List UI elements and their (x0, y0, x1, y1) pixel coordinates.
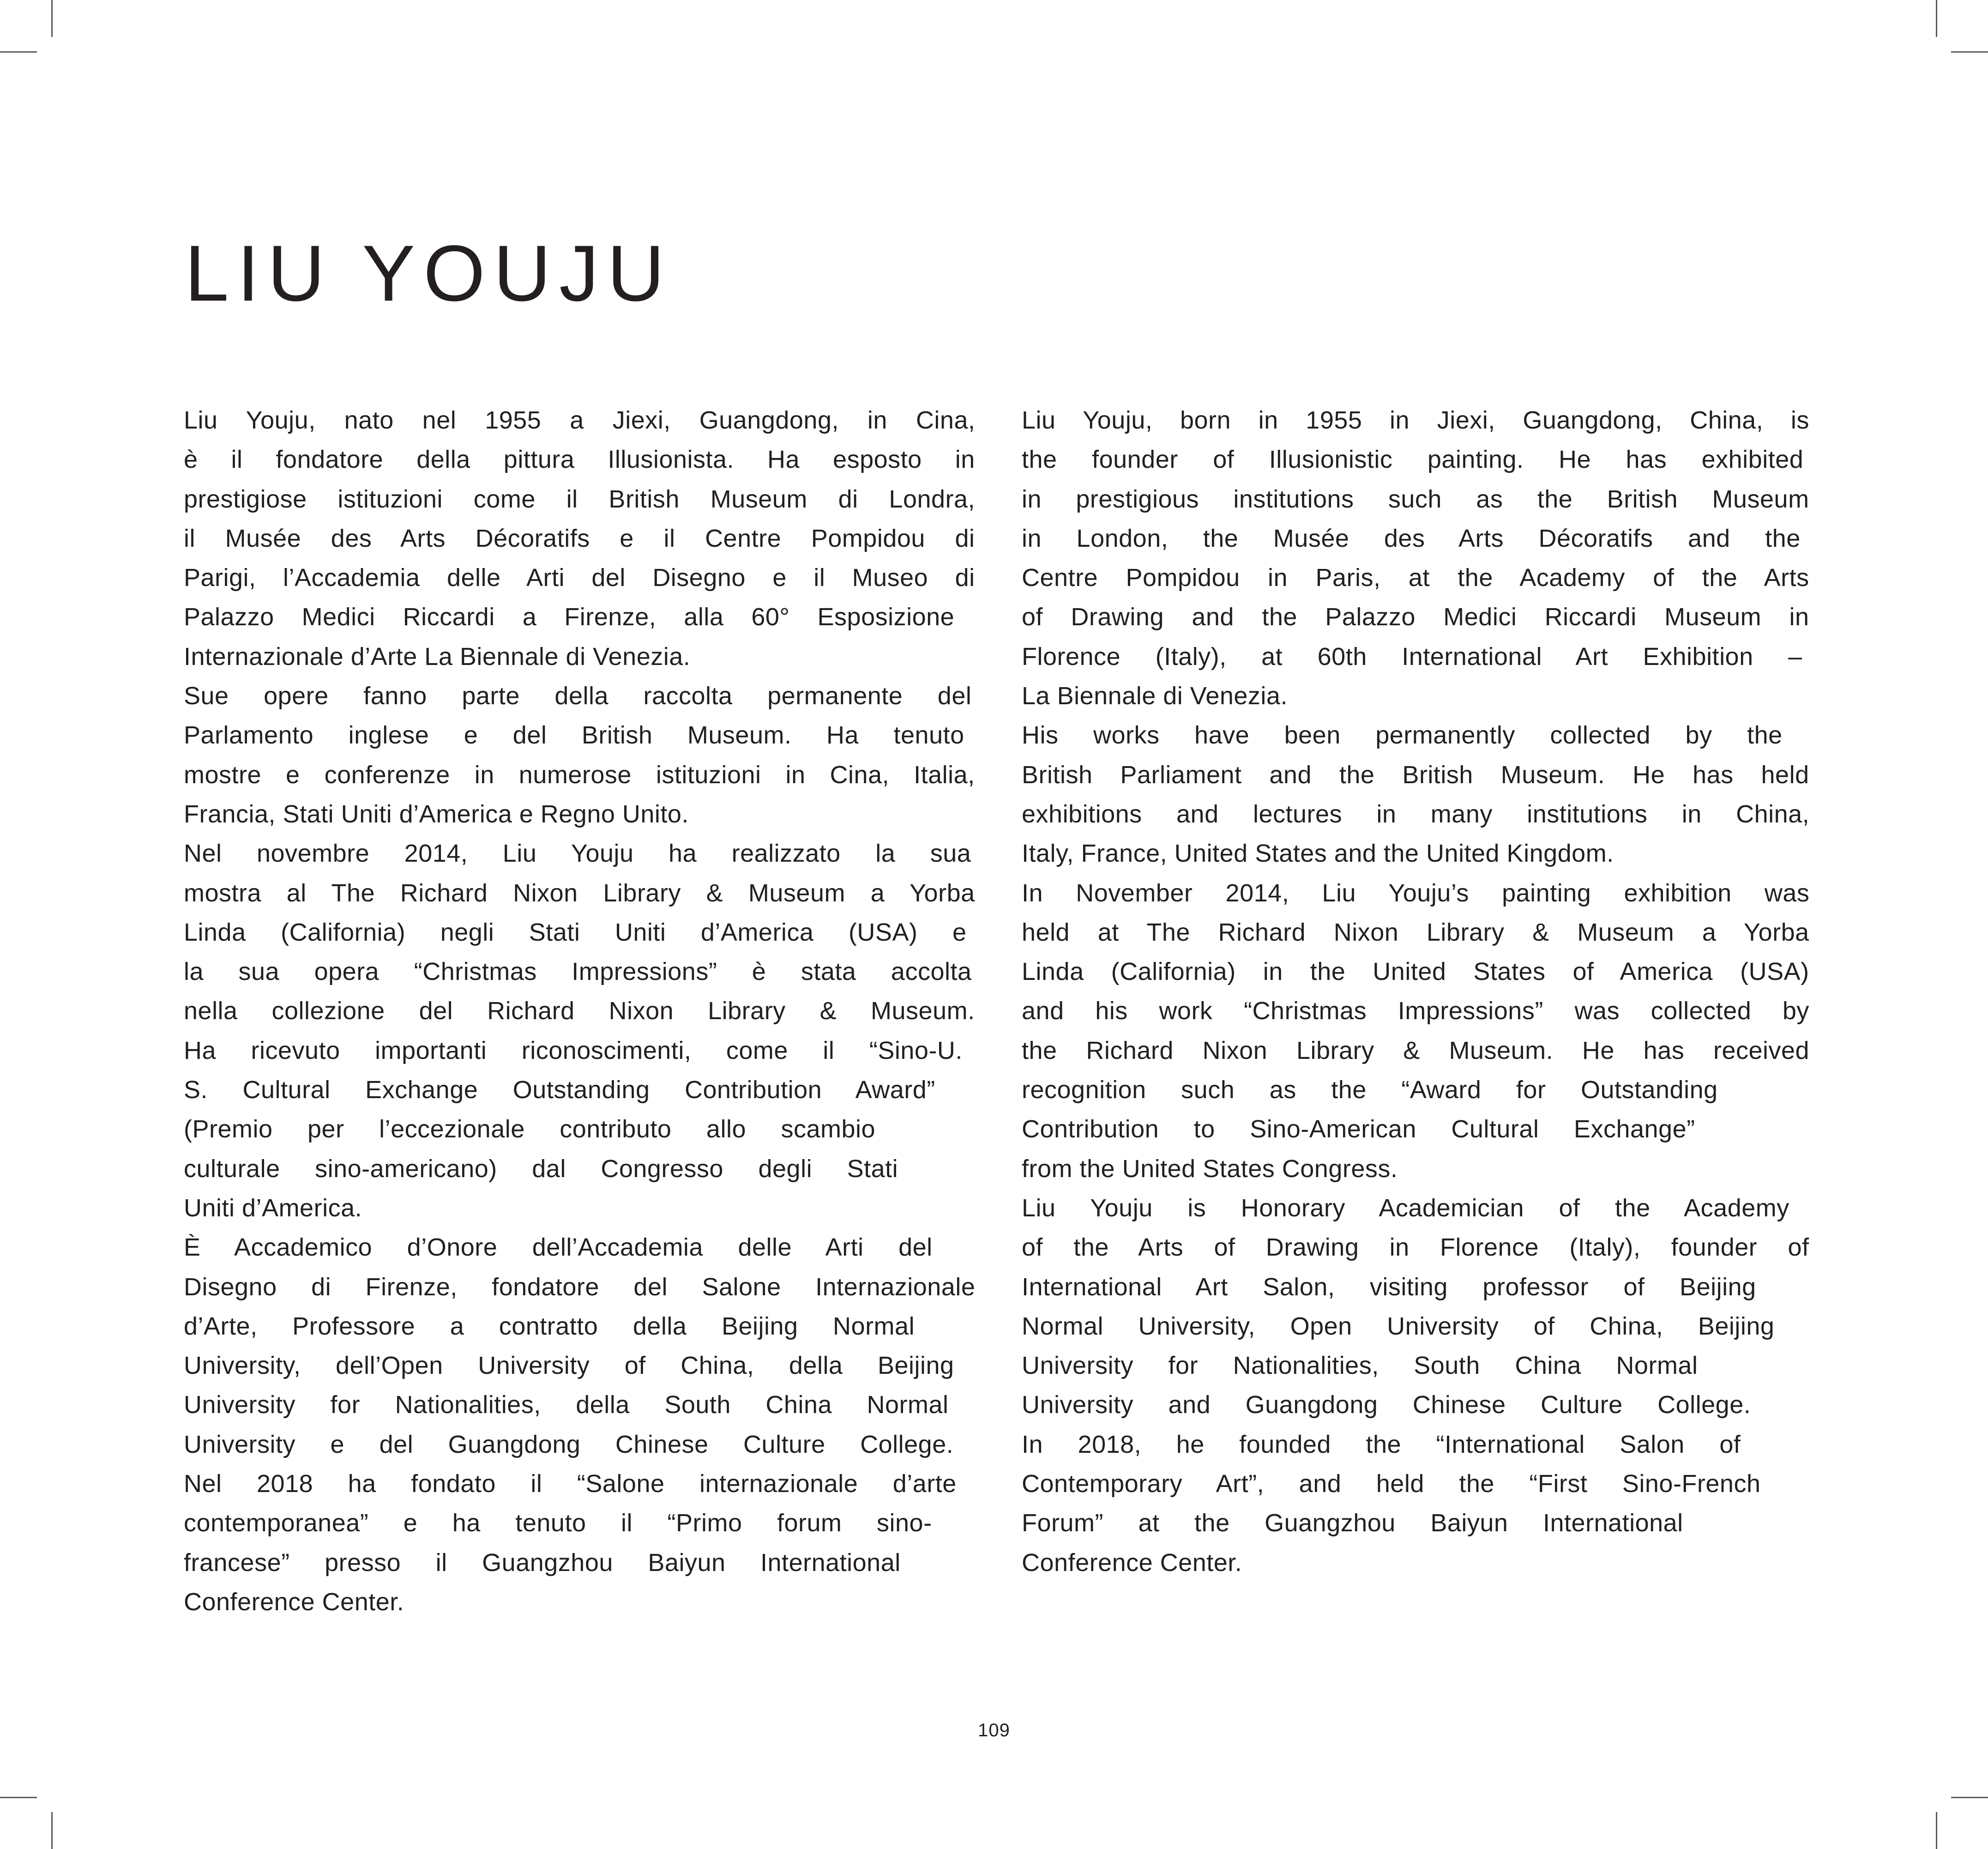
text-line: d’Arte, Professore a contratto della Beijing Normal (184, 1312, 915, 1340)
page-title: LIU YOUJU (185, 229, 673, 318)
text-line: exhibitions and lectures in many institutions in China, (1022, 800, 1809, 828)
text-line: In November 2014, Liu Youju’s painting exhibition was (1022, 879, 1809, 907)
text-line: Francia, Stati Uniti d’America e Regno Unito. (184, 800, 689, 828)
text-line: È Accademico d’Onore dell’Accademia delle Arti del (184, 1233, 933, 1262)
text-line: the Richard Nixon Library & Museum. He has received (1022, 1036, 1809, 1064)
text-line: il Musée des Arts Décoratifs e il Centre Pompidou di (184, 524, 975, 552)
text-line: Nel 2018 ha fondato il “Salone internazionale d’arte (184, 1470, 957, 1498)
text-line: nella collezione del Richard Nixon Library & Museum. (184, 997, 975, 1025)
text-line: In 2018, he founded the “International Salon of (1022, 1430, 1741, 1458)
text-line: francese” presso il Guangzhou Baiyun International (184, 1548, 901, 1577)
text-line: Conference Center. (184, 1588, 404, 1616)
text-line: Uniti d’America. (184, 1194, 362, 1222)
text-line: Forum” at the Guangzhou Baiyun International (1022, 1509, 1683, 1537)
text-line: and his work “Christmas Impressions” was collected by (1022, 997, 1809, 1025)
crop-mark-bottom-right-horizontal (1951, 1797, 1988, 1798)
text-line: from the United States Congress. (1022, 1154, 1398, 1183)
text-line: University e del Guangdong Chinese Culture College. (184, 1430, 954, 1458)
text-line: Normal University, Open University of China, Beijing (1022, 1312, 1775, 1340)
text-line: held at The Richard Nixon Library & Museum a Yorba (1022, 918, 1809, 946)
text-line: S. Cultural Exchange Outstanding Contribution Award” (184, 1076, 935, 1104)
text-line: University for Nationalities, della South China Normal (184, 1391, 949, 1419)
text-line: Florence (Italy), at 60th International Art Exhibition – (1022, 642, 1802, 671)
text-line: International Art Salon, visiting professor of Beijing (1022, 1273, 1756, 1301)
text-line: of Drawing and the Palazzo Medici Riccardi Museum in (1022, 603, 1809, 631)
text-line: Liu Youju is Honorary Academician of the Academy (1022, 1194, 1789, 1222)
text-line: è il fondatore della pittura Illusionista. Ha esposto in (184, 446, 975, 474)
text-line: University for Nationalities, South China Normal (1022, 1352, 1698, 1380)
text-line: Parigi, l’Accademia delle Arti del Disegno e il Museo di (184, 564, 975, 592)
text-line: Parlamento inglese e del British Museum. Ha tenuto (184, 721, 964, 749)
text-line: Sue opere fanno parte della raccolta permanente del (184, 682, 972, 710)
biography-english (1022, 401, 1809, 1583)
text-line: Italy, France, United States and the United Kingdom. (1022, 840, 1614, 868)
text-line: Contribution to Sino-American Cultural Exchange” (1022, 1115, 1695, 1143)
text-line: British Parliament and the British Museum. He has held (1022, 761, 1809, 789)
crop-mark-bottom-left-vertical (51, 1812, 53, 1849)
text-line: Palazzo Medici Riccardi a Firenze, alla 60° Esposizione (184, 603, 955, 631)
text-line: culturale sino-americano) dal Congresso degli Stati (184, 1154, 898, 1183)
text-line: Disegno di Firenze, fondatore del Salone Internazionale (184, 1273, 975, 1301)
text-line: Conference Center. (1022, 1548, 1242, 1577)
text-line: Nel novembre 2014, Liu Youju ha realizzato la sua (184, 840, 971, 868)
page-number: 109 (978, 1720, 1010, 1740)
biography-italian (184, 401, 975, 1622)
text-line: Liu Youju, born in 1955 in Jiexi, Guangdong, China, is (1022, 406, 1809, 434)
text-line: Liu Youju, nato nel 1955 a Jiexi, Guangdong, in Cina, (184, 406, 975, 434)
text-line: prestigiose istituzioni come il British Museum di Londra, (184, 485, 975, 513)
crop-mark-bottom-left-horizontal (0, 1797, 37, 1798)
text-line: University, dell’Open University of China, della Beijing (184, 1352, 954, 1380)
crop-mark-bottom-right-vertical (1936, 1812, 1937, 1849)
text-line: la sua opera “Christmas Impressions” è stata accolta (184, 958, 972, 986)
text-line: in prestigious institutions such as the British Museum (1022, 485, 1809, 513)
text-line: Linda (California) negli Stati Uniti d’America (USA) e (184, 918, 967, 946)
text-line: Internazionale d’Arte La Biennale di Venezia. (184, 642, 691, 671)
text-line: His works have been permanently collected by the (1022, 721, 1783, 749)
text-line: the founder of Illusionistic painting. He has exhibited (1022, 446, 1804, 474)
text-line: recognition such as the “Award for Outstanding (1022, 1076, 1718, 1104)
text-line: University and Guangdong Chinese Culture College. (1022, 1391, 1751, 1419)
crop-mark-top-left-horizontal (0, 51, 37, 53)
text-line: contemporanea” e ha tenuto il “Primo forum sino- (184, 1509, 932, 1537)
text-line: Linda (California) in the United States of America (USA) (1022, 958, 1809, 986)
text-line: La Biennale di Venezia. (1022, 682, 1288, 710)
crop-mark-top-right-horizontal (1951, 51, 1988, 53)
text-line: Contemporary Art”, and held the “First Sino-French (1022, 1470, 1761, 1498)
text-line: of the Arts of Drawing in Florence (Italy), founder of (1022, 1233, 1809, 1262)
text-line: mostre e conferenze in numerose istituzioni in Cina, Italia, (184, 761, 975, 789)
text-line: mostra al The Richard Nixon Library & Museum a Yorba (184, 879, 975, 907)
text-line: in London, the Musée des Arts Décoratifs and the (1022, 524, 1801, 552)
text-line: (Premio per l’eccezionale contributo allo scambio (184, 1115, 876, 1143)
crop-mark-top-right-vertical (1936, 0, 1937, 37)
crop-mark-top-left-vertical (51, 0, 53, 37)
text-line: Ha ricevuto importanti riconoscimenti, come il “Sino-U. (184, 1036, 963, 1064)
text-line: Centre Pompidou in Paris, at the Academy of the Arts (1022, 564, 1809, 592)
